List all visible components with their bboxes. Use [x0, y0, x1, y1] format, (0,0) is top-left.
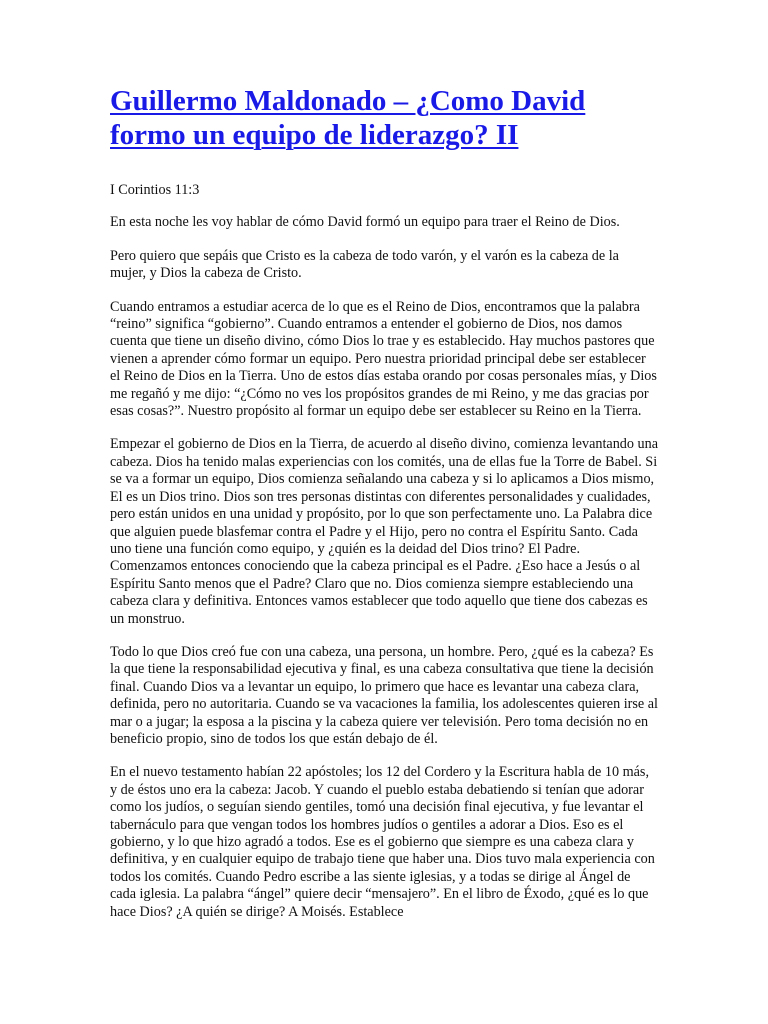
paragraph-5: Todo lo que Dios creó fue con una cabeza, una persona, un hombre. Pero, ¿qué es la cabeza? Es la que tiene la responsabilidad ejecutiva y final, es una cabeza consultativa que tiene la decisión final. Cuando Dios va a levantar un equipo, lo primero que hace es levantar una cabeza clara, definida, pero no autoritaria. Cuando se va vacaciones la familia, los adolescentes quieren irse al mar o a jugar; la esposa a la piscina y la cabeza quiere ver televisión. Pero toma decisión no en beneficio propio, sino de todos los que están debajo de él. [110, 643, 658, 747]
paragraph-4: Empezar el gobierno de Dios en la Tierra, de acuerdo al diseño divino, comienza levantando una cabeza. Dios ha tenido malas experiencias con los comités, una de ellas fue la Torre de Babel. Si se va a formar un equipo, Dios comienza señalando una cabeza y si lo aplicamos a Dios mismo, El es un Dios trino. Dios son tres personas distintas con diferentes personalidades y cualidades, pero están unidos en una unidad y propósito, por lo que son perfectamente uno. La Palabra dice que alguien puede blasfemar contra el Padre y el Hijo, pero no contra el Espíritu Santo. Cada uno tiene una función como equipo, y ¿quién es la deidad del Dios trino? El Padre. Comenzamos entonces conociendo que la cabeza principal es el Padre. ¿Eso hace a Jesús o al Espíritu Santo menos que el Padre? Claro que no. Dios comienza siempre estableciendo una cabeza clara y definitiva. Entonces vamos establecer que todo aquello que tiene dos cabezas es un monstruo. [110, 436, 659, 627]
paragraph-3: Cuando entramos a estudiar acerca de lo que es el Reino de Dios, encontramos que la palabra “reino” significa “gobierno”. Cuando entramos a entender el gobierno de Dios, nos damos cuenta que tiene un diseño divino, cómo Dios lo trae y es establecido. Hay muchos pastores que vienen a aprender cómo formar un equipo. Pero nuestra prioridad principal debe ser establecer el Reino de Dios en la Tierra. Uno de estos días estaba orando por cosas personales mías, y Dios me regañó y me dijo: “¿Cómo no ves los propósitos grandes de mi Reino, y me das gracias por esas cosas?”. Nuestro propósito al formar un equipo debe ser establecer su Reino en la Tierra. [110, 298, 657, 420]
paragraph-2: Pero quiero que sepáis que Cristo es la cabeza de todo varón, y el varón es la cabeza de la mujer, y Dios la cabeza de Cristo. [110, 247, 619, 282]
document-title-link[interactable]: Guillermo Maldonado – ¿Como David formo un equipo de liderazgo? II [110, 85, 586, 151]
paragraph-6: En el nuevo testamento habían 22 apóstoles; los 12 del Cordero y la Escritura habla de 10 más, y de éstos uno era la cabeza: Jacob. Y cuando el pueblo estaba debatiendo si tenían que adorar como los judíos, o seguían siendo gentiles, tomó una decisión final ejecutiva, y fue levantar el tabernáculo para que vengan todos los hombres judíos o gentiles a adorar a Dios. Eso es el gobierno, y lo que hizo agradó a todos. Ese es el gobierno que siempre es una cabeza clara y definitiva, y en cualquier equipo de trabajo tiene que haber una. Dios tuvo mala experiencia con todos los comités. Cuando Pedro escribe a las siente iglesias, y a todas se dirige al Ángel de cada iglesia. La palabra “ángel” quiere decir “mensajero”. En el libro de Éxodo, ¿qué es lo que hace Dios? ¿A quién se dirige? A Moisés. Establece [110, 764, 655, 920]
scripture-reference: I Corintios 11:3 [110, 182, 200, 198]
paragraph-1: En esta noche les voy hablar de cómo David formó un equipo para traer el Reino de Dios. [110, 214, 620, 231]
document-page [110, 84, 658, 937]
